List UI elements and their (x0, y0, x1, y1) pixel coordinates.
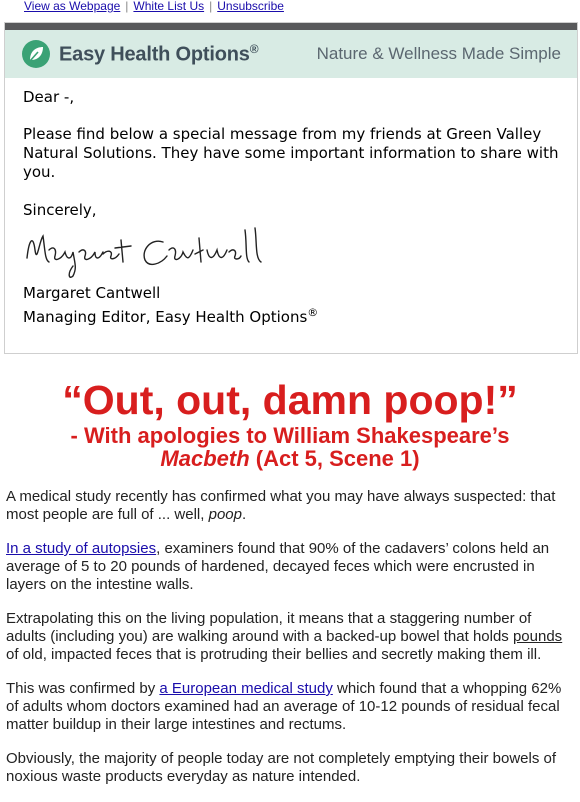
white-list-link[interactable]: White List Us (133, 0, 205, 13)
separator: | (209, 0, 213, 13)
greeting: Dear -, (23, 88, 75, 106)
article-body (6, 488, 574, 802)
header-band (5, 30, 577, 78)
paragraph: Extrapolating this on the living population, it means that a staggering number of adults (including you) are walking around with a backed-up bowel that holds pounds of old, impacted feces that is protruding their bellies and secretly making them ill. (6, 610, 563, 663)
paragraph: This was confirmed by a European medical study which found that a whopping 62% of adults whom doctors examined had an average of 10-12 pounds of residual fecal matter buildup in their large intestines and rectums. (6, 680, 562, 733)
leaf-icon (21, 39, 51, 69)
paragraph: In a study of autopsies, examiners found that 90% of the cadavers’ colons held an average of 5 to 20 pounds of hardened, decayed feces which were encrusted in layers on the intestine walls. (6, 540, 550, 593)
brand (21, 39, 258, 69)
paragraph: Obviously, the majority of people today are not completely emptying their bowels of noxious waste products everyday as nature intended. (6, 750, 557, 785)
headline-block (0, 376, 580, 470)
handwritten-signature (23, 220, 271, 282)
top-links-bar (0, 0, 580, 18)
headline-subtitle-line1: - With apologies to William Shakespeare’s (70, 423, 510, 448)
headline-subtitle-line2: Macbeth (Act 5, Scene 1) (160, 446, 420, 471)
unsubscribe-link[interactable]: Unsubscribe (217, 0, 284, 13)
tagline: Nature & Wellness Made Simple (316, 44, 561, 63)
editor-title: Managing Editor, Easy Health Options® (23, 306, 319, 326)
card-top-bar (5, 23, 577, 30)
intro-card (4, 22, 578, 354)
autopsy-study-link[interactable]: In a study of autopsies (6, 540, 157, 557)
editor-name: Margaret Cantwell (23, 284, 161, 302)
intro-message: Please find below a special message from my friends at Green Valley Natural Solutions. They have some important information to share with you. (23, 125, 559, 181)
view-as-webpage-link[interactable]: View as Webpage (24, 0, 121, 13)
european-study-link[interactable]: a European medical study (159, 680, 333, 697)
brand-name: Easy Health Options® (59, 41, 259, 66)
letter-body (5, 88, 577, 327)
signoff: Sincerely, (23, 201, 97, 219)
paragraph: A medical study recently has confirmed what you may have always suspected: that most people are full of ... well, poop. (6, 488, 556, 523)
headline-title: “Out, out, damn poop!” (62, 377, 518, 423)
separator: | (125, 0, 129, 13)
